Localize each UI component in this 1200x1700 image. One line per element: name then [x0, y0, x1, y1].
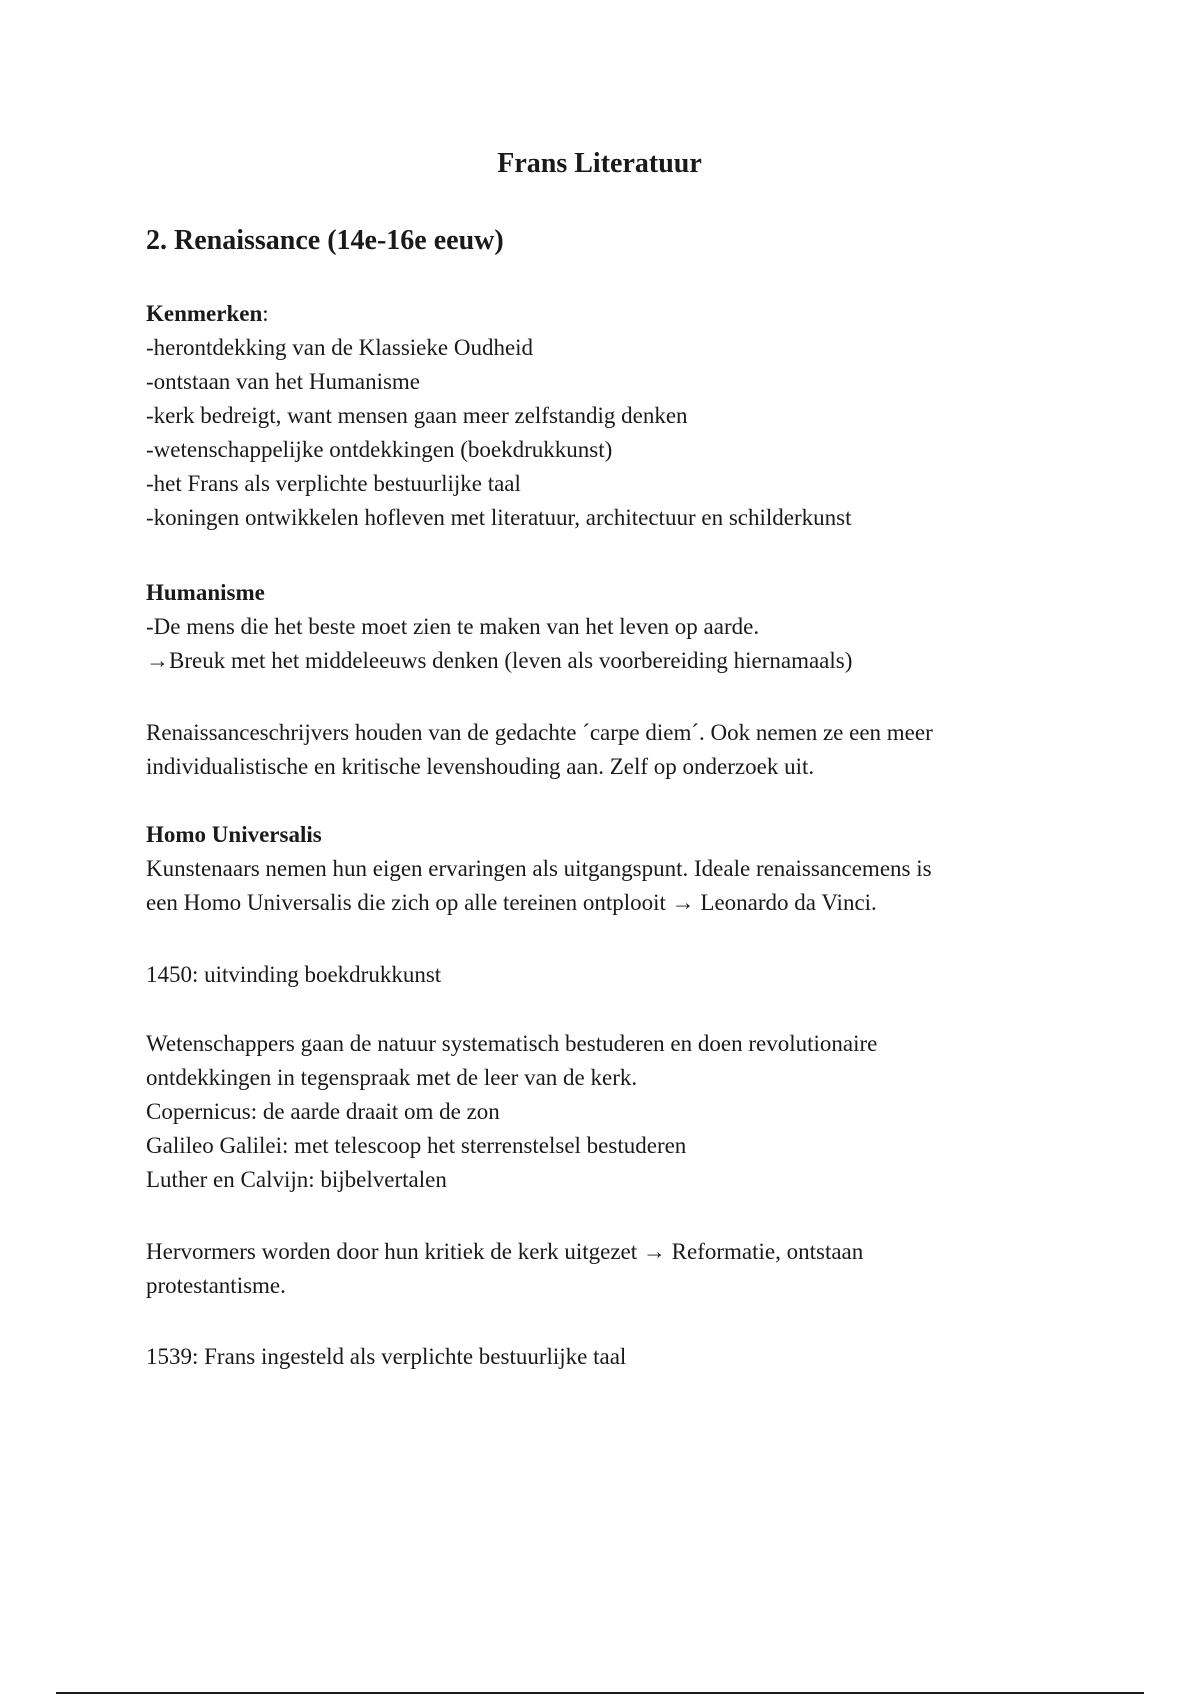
science-paragraph	[146, 1027, 1076, 1197]
humanisme-line: -De mens die het beste moet zien te maken van het leven op aarde.	[146, 614, 760, 639]
section-heading: 2. Renaissance (14e-16e eeuw)	[146, 225, 504, 256]
kenmerken-heading	[146, 297, 1076, 331]
fact-line: 1450: uitvinding boekdrukkunst	[146, 962, 442, 987]
kenmerken-item: -kerk bedreigt, want mensen gaan meer zelfstandig denken	[146, 403, 688, 428]
fact-1539	[146, 1340, 1076, 1374]
science-line: Luther en Calvijn: bijbelvertalen	[146, 1167, 447, 1192]
kenmerken-item: -ontstaan van het Humanisme	[146, 369, 421, 394]
homo-universalis-section	[146, 818, 1076, 920]
bottom-divider	[56, 1692, 1144, 1694]
science-line: Copernicus: de aarde draait om de zon	[146, 1099, 500, 1124]
renaissance-writers-paragraph	[146, 716, 1076, 784]
reformation-paragraph	[146, 1235, 1076, 1303]
humanisme-section	[146, 576, 1076, 678]
humanisme-heading: Humanisme	[146, 580, 265, 605]
kenmerken-item: -het Frans als verplichte bestuurlijke taal	[146, 471, 521, 496]
paragraph-line: Renaissanceschrijvers houden van de gedachte ´carpe diem´. Ook nemen ze een meer	[146, 720, 933, 745]
humanisme-line: →Breuk met het middeleeuws denken (leven als voorbereiding hiernamaals)	[146, 648, 853, 673]
science-line: Wetenschappers gaan de natuur systematisch bestuderen en doen revolutionaire	[146, 1031, 878, 1056]
science-line: Galileo Galilei: met telescoop het sterrenstelsel bestuderen	[146, 1133, 687, 1158]
kenmerken-item: -herontdekking van de Klassieke Oudheid	[146, 335, 534, 360]
kenmerken-heading-colon: :	[262, 301, 269, 326]
kenmerken-heading-label: Kenmerken	[146, 301, 263, 326]
homo-universalis-heading: Homo Universalis	[146, 822, 322, 847]
reformation-line: protestantisme.	[146, 1273, 286, 1298]
kenmerken-section	[146, 297, 1076, 535]
document-title: Frans Literatuur	[497, 148, 702, 179]
homo-universalis-line: Kunstenaars nemen hun eigen ervaringen als uitgangspunt. Ideale renaissancemens is	[146, 856, 932, 881]
kenmerken-item: -koningen ontwikkelen hofleven met literatuur, architectuur en schilderkunst	[146, 505, 852, 530]
fact-1450	[146, 958, 1076, 992]
kenmerken-item: -wetenschappelijke ontdekkingen (boekdrukkunst)	[146, 437, 613, 462]
science-line: ontdekkingen in tegenspraak met de leer van de kerk.	[146, 1065, 638, 1090]
fact-line: 1539: Frans ingesteld als verplichte bestuurlijke taal	[146, 1344, 627, 1369]
paragraph-line: individualistische en kritische levenshouding aan. Zelf op onderzoek uit.	[146, 754, 815, 779]
reformation-line: Hervormers worden door hun kritiek de kerk uitgezet → Reformatie, ontstaan	[146, 1239, 864, 1264]
homo-universalis-line: een Homo Universalis die zich op alle tereinen ontplooit → Leonardo da Vinci.	[146, 890, 877, 915]
